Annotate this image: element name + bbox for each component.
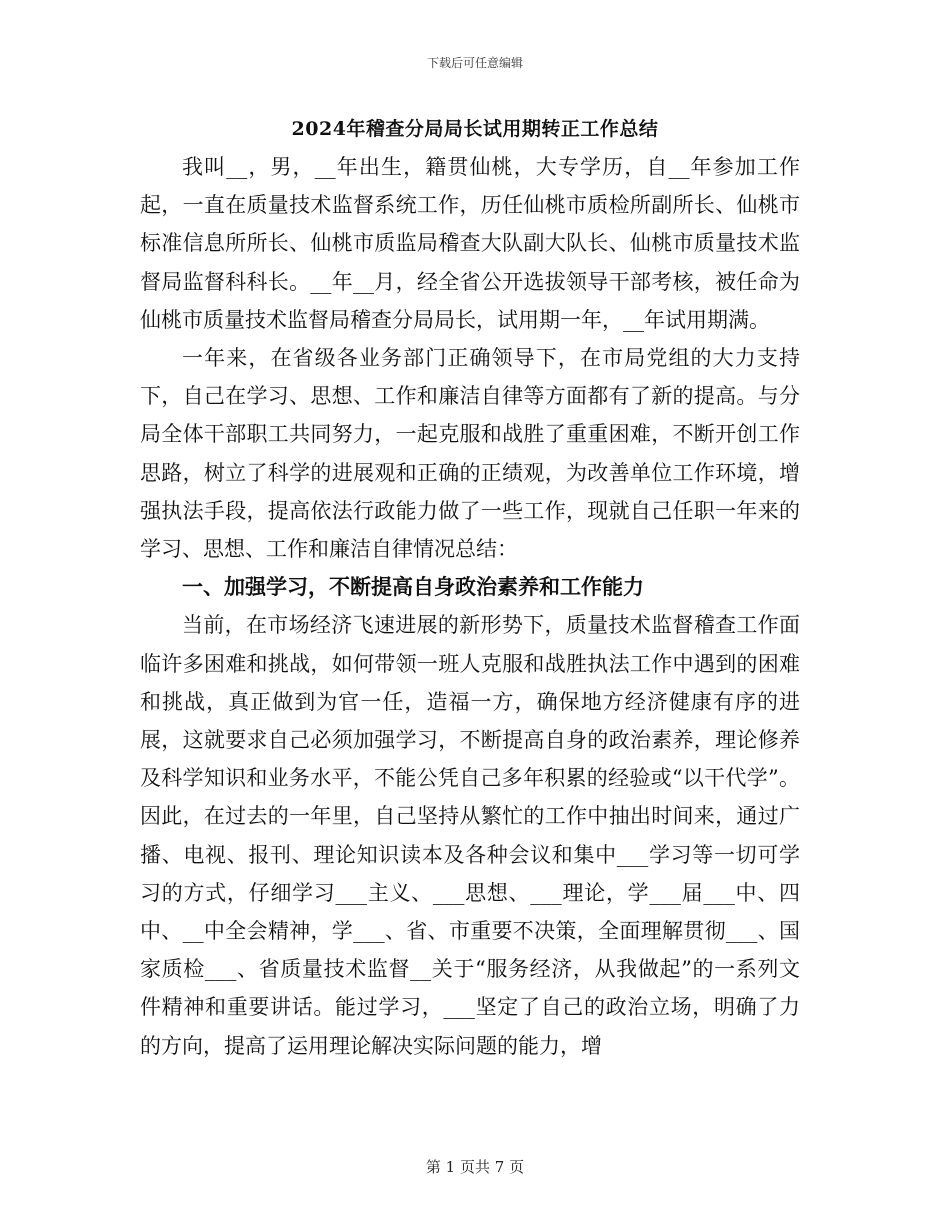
- intro-paragraph: 我叫__，男，__年出生，籍贯仙桃，大专学历，自__年参加工作起，一直在质量技术监督系统工作，历任仙桃市质检所副所长、仙桃市标准信息所所长、仙桃市质监局稽查大队副大队长、仙桃市质量技术监督局监督科科长。__年__月，经全省公开选拔领导干部考核，被任命为仙桃市质量技术监督局稽查分局局长，试用期一年，__年试用期满。: [140, 155, 800, 332]
- page-number: 第 1 页共 7 页: [425, 1158, 525, 1176]
- section-heading: 一、加强学习，不断提高自身政治素养和工作能力: [182, 574, 644, 600]
- page-header-note: 下载后可任意编辑: [426, 56, 523, 70]
- section-paragraph: 当前，在市场经济飞速进展的新形势下，质量技术监督稽查工作面临许多困难和挑战，如何带领一班人克服和战胜执法工作中遇到的困难和挑战，真正做到为官一任，造福一方，确保地方经济健康有序的进展，这就要求自己必须加强学习，不断提高自身的政治素养，理论修养及科学知识和业务水平，不能公凭自己多年积累的经验或“以干代学”。因此，在过去的一年里，自己坚持从繁忙的工作中抽出时间来，通过广播、电视、报刊、理论知识读本及各种会议和集中___学习等一切可学习的方式，仔细学习___主义、___思想、___理论，学___届___中、四中、__中全会精神，学___、省、市重要不决策，全面理解贯彻___、国家质检___、省质量技术监督__关于“服务经济，从我做起”的一系列文件精神和重要讲话。能过学习，___坚定了自己的政治立场，明确了力的方向，提高了运用理论解决实际问题的能力，增: [140, 613, 800, 1058]
- document-body: [140, 148, 800, 1065]
- document-title: 2024年稽查分局局长试用期转正工作总结: [291, 118, 659, 140]
- summary-paragraph: 一年来，在省级各业务部门正确领导下，在市局党组的大力支持下，自己在学习、思想、工作和廉洁自律等方面都有了新的提高。与分局全体干部职工共同努力，一起克服和战胜了重重困难，不断开创工作思路，树立了科学的进展观和正确的正绩观，为改善单位工作环境，增强执法手段，提高依法行政能力做了一些工作，现就自己任职一年来的学习、思想、工作和廉洁自律情况总结：: [140, 346, 800, 562]
